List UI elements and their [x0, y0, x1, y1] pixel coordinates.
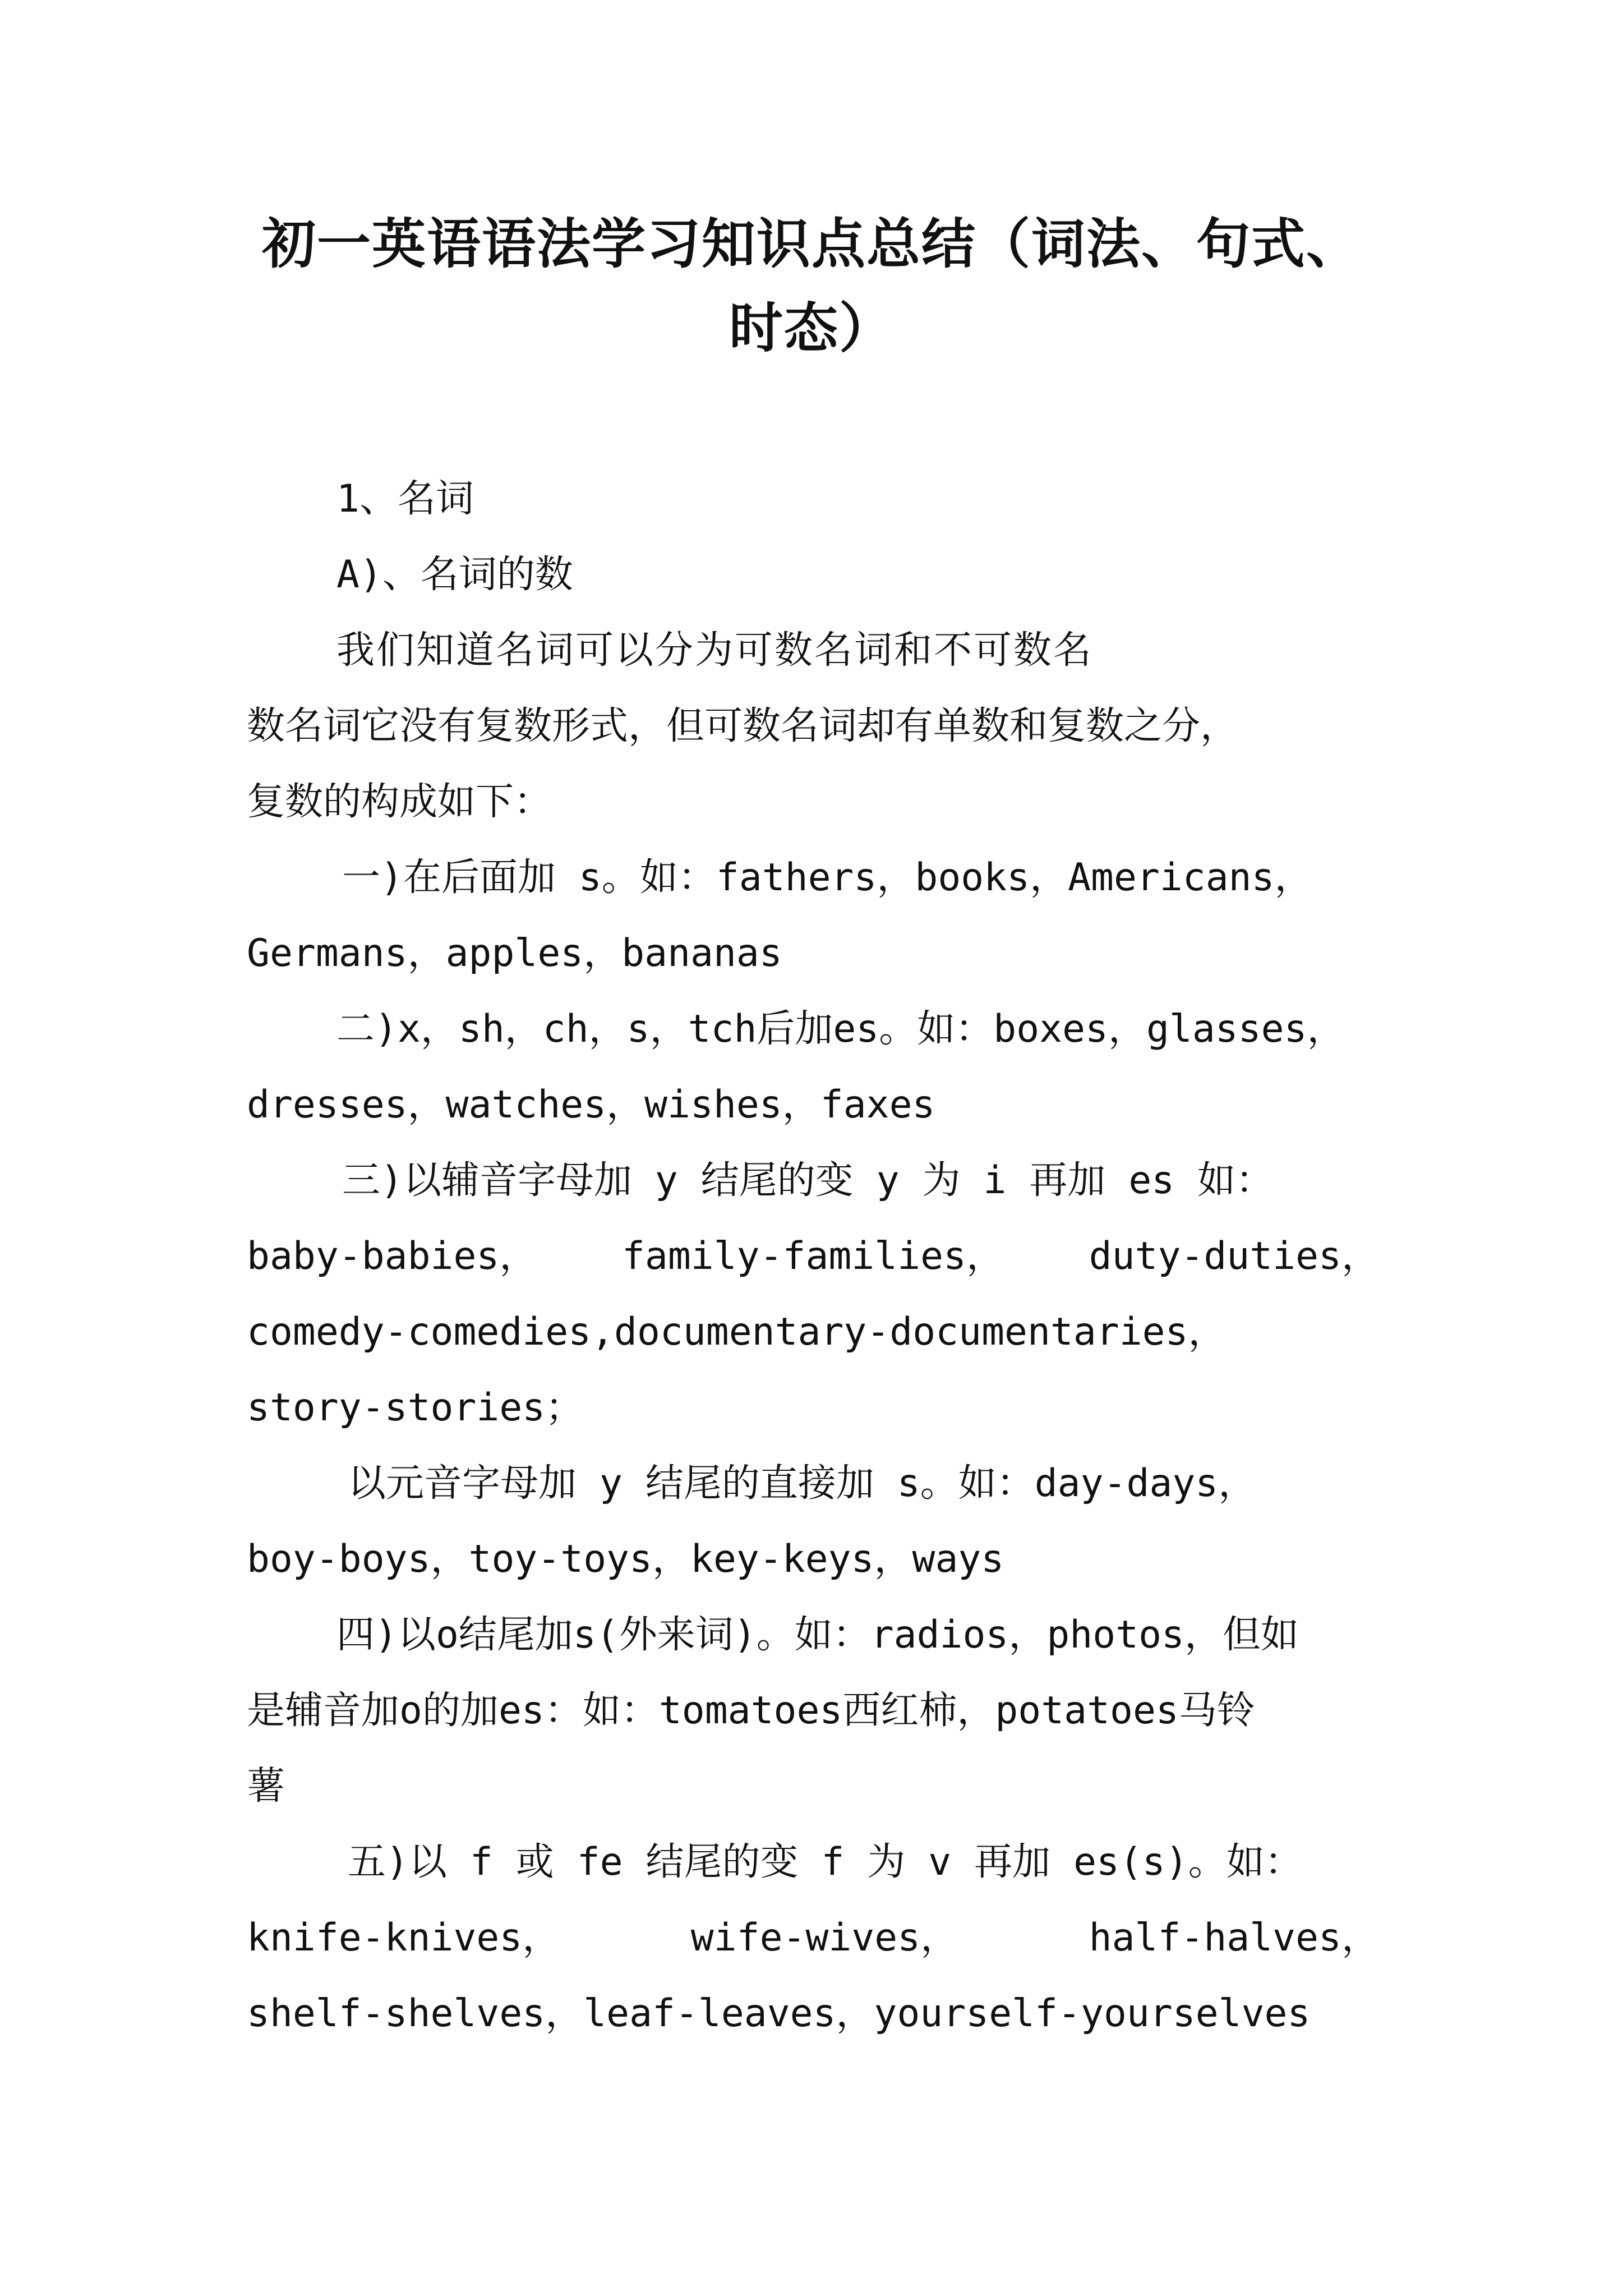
rule-1-line-2: Germans，apples，bananas: [247, 931, 782, 976]
rule-4-line-1: 四)以o结尾加s(外来词)。如：radios，photos，但如: [336, 1613, 1299, 1657]
rule-3b-line-2: boy-boys，toy-toys，key-keys，ways: [247, 1537, 1004, 1581]
section-heading-nouns: 1、名词: [336, 477, 474, 521]
rule-3-line-4: story-stories；: [247, 1386, 584, 1430]
rule-1-line-1: 一)在后面加 s。如：fathers，books，Americans，: [342, 855, 1313, 900]
paragraph-intro-line-2: 数名词它没有复数形式，但可数名词却有单数和复数之分，: [247, 704, 1239, 748]
example-duty-duties: duty-duties，: [1089, 1234, 1380, 1278]
document-title-line-1: 初一英语语法学习知识点总结（词法、句式、: [262, 212, 1361, 275]
rule-3b-line-1: 以元音字母加 y 结尾的直接加 s。如：day-days，: [348, 1461, 1257, 1506]
rule-4-line-3: 薯: [247, 1764, 285, 1809]
rule-5-line-2: [247, 1910, 1380, 1966]
rule-2-line-2: dresses，watches，wishes，faxes: [247, 1083, 935, 1127]
document-title-line-2: 时态）: [729, 296, 894, 360]
example-family-families: family-families，: [621, 1234, 1005, 1278]
rule-5-line-3: shelf-shelves，leaf-leaves，yourself-yourselves: [247, 1991, 1311, 2036]
paragraph-intro-line-1: 我们知道名词可以分为可数名词和不可数名: [336, 628, 1094, 673]
rule-3-line-2: [247, 1228, 1380, 1285]
example-baby-babies: baby-babies，: [247, 1234, 538, 1278]
example-wife-wives: wife-wives，: [690, 1916, 959, 1960]
rule-3-line-3: comedy-comedies,documentary-documentaries，: [247, 1310, 1227, 1354]
paragraph-intro-line-3: 复数的构成如下：: [247, 780, 552, 824]
subsection-heading-noun-number: A)、名词的数: [336, 553, 573, 597]
example-half-halves: half-halves，: [1089, 1916, 1380, 1960]
rule-5-line-1: 五)以 f 或 fe 结尾的变 f 为 v 再加 es(s)。如：: [348, 1840, 1303, 1884]
rule-2-line-1: 二)x，sh，ch，s，tch后加es。如：boxes，glasses，: [336, 1007, 1345, 1051]
rule-4-line-2: 是辅音加o的加es：如：tomatoes西红柿，potatoes马铃: [247, 1688, 1255, 1733]
rule-3-line-1: 三)以辅音字母加 y 结尾的变 y 为 i 再加 es 如：: [342, 1158, 1274, 1203]
example-knife-knives: knife-knives，: [247, 1916, 561, 1960]
